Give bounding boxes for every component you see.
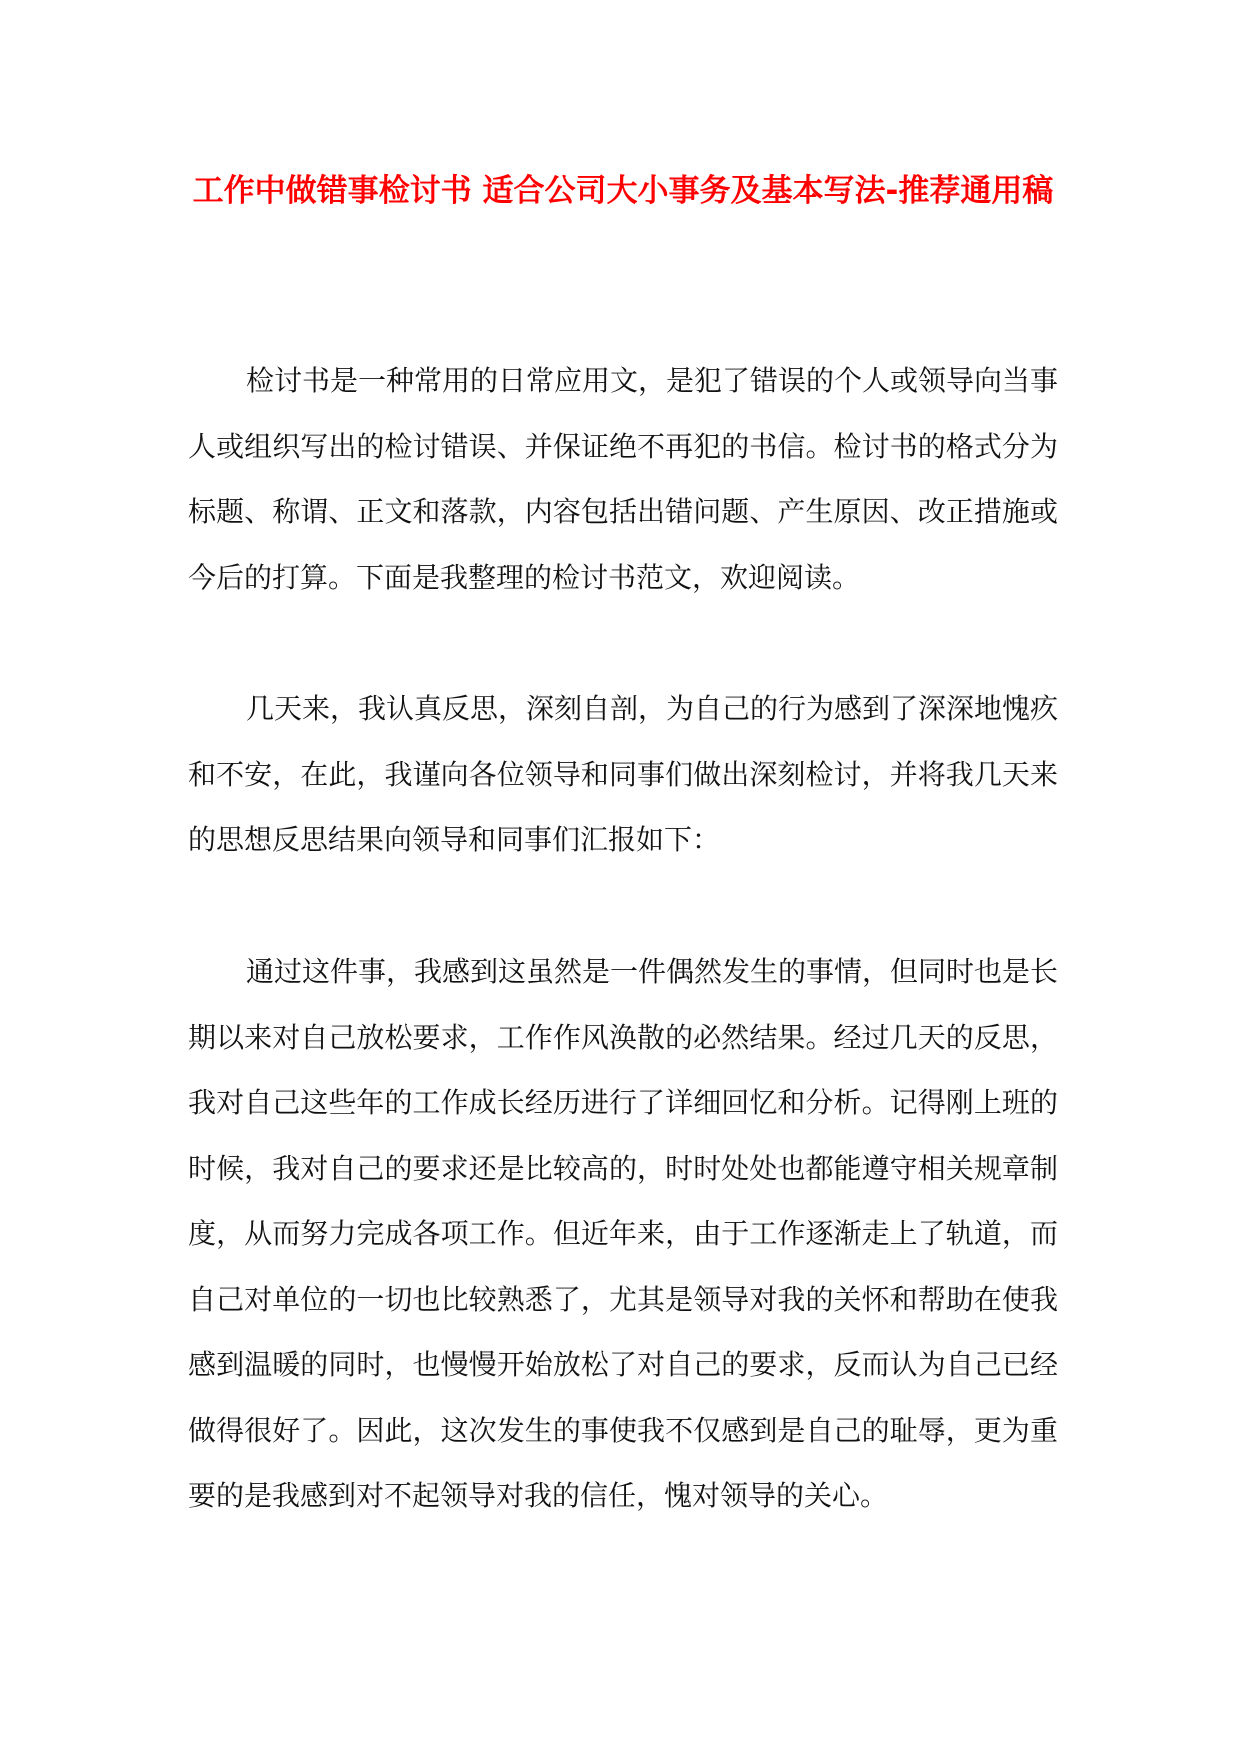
paragraph-intro: 检讨书是一种常用的日常应用文，是犯了错误的个人或领导向当事人或组织写出的检讨错误、并保证绝不再犯的书信。检讨书的格式分为标题、称谓、正文和落款，内容包括出错问题、产生原因、改正措施或今后的打算。下面是我整理的检讨书范文，欢迎阅读。 [188,364,1059,594]
paragraph-analysis: 通过这件事，我感到这虽然是一件偶然发生的事情，但同时也是长期以来对自己放松要求，工作作风涣散的必然结果。经过几天的反思，我对自己这些年的工作成长经历进行了详细回忆和分析。记得刚上班的时候，我对自己的要求还是比较高的，时时处处也都能遵守相关规章制度，从而努力完成各项工作。但近年来，由于工作逐渐走上了轨道，而自己对单位的一切也比较熟悉了，尤其是领导对我的关怀和帮助在使我感到温暖的同时，也慢慢开始放松了对自己的要求，反而认为自己已经做得很好了。因此，这次发生的事使我不仅感到是自己的耻辱，更为重要的是我感到对不起领导对我的信任，愧对领导的关心。 [188,955,1059,1512]
paragraph-reflection: 几天来，我认真反思，深刻自剖，为自己的行为感到了深深地愧疚和不安，在此，我谨向各位领导和同事们做出深刻检讨，并将我几天来的思想反思结果向领导和同事们汇报如下： [188,692,1059,856]
document-title: 工作中做错事检讨书 适合公司大小事务及基本写法-推荐通用稿 [192,173,1054,209]
